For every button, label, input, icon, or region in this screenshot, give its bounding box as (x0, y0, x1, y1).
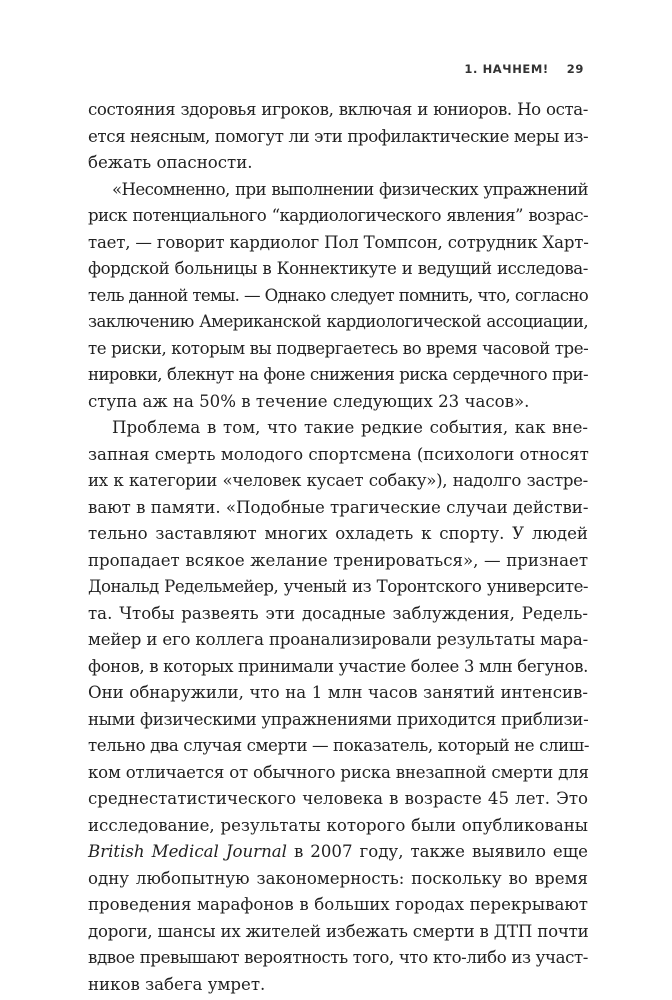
text-line: мейер и его коллега проанализировали результаты мара- (88, 630, 588, 649)
text-line: ком отличается от обычного риска внезапной смерти для (88, 762, 589, 782)
paragraph (88, 97, 588, 177)
text-line: фордской больницы в Коннектикуте и ведущий исследова- (88, 259, 588, 278)
text-line: Проблема в том, что такие редкие события, как вне- (112, 418, 588, 437)
text-line: Они обнаружили, что на 1 млн часов занятий интенсив- (88, 683, 588, 702)
text-line: тельно два случая смерти — показатель, который не слиш- (88, 736, 590, 755)
text-line: те риски, которым вы подвергаетесь во время часовой тре- (88, 338, 589, 358)
text-line: тает, — говорит кардиолог Пол Томпсон, сотрудник Харт- (88, 232, 589, 252)
text-line: заключению Американской кардиологической ассоциации, (88, 312, 588, 331)
paragraph (88, 177, 588, 416)
running-header (464, 62, 584, 76)
text-line: вают в памяти. «Подобные трагические случаи действи- (88, 497, 589, 517)
text-line: состояния здоровья игроков, включая и юниоров. Но оста- (88, 100, 588, 119)
text-line: бежать опасности. (88, 153, 253, 172)
text-line: «Несомненно, при выполнении физических упражнений (112, 179, 588, 199)
text-line: проведения марафонов в больших городах перекрывают (88, 895, 588, 914)
text-line: запная смерть молодого спортсмена (психологи относят (88, 444, 589, 464)
text-line: дороги, шансы их жителей избежать смерти в ДТП почти (88, 921, 589, 941)
text-line: вдвое превышают вероятность того, что кто-либо из участ- (88, 948, 588, 967)
text-line-journal (88, 839, 588, 866)
text-fragment: в 2007 году, также выявило еще (286, 842, 588, 861)
text-line: пропадает всякое желание тренироваться», — признает (88, 550, 588, 570)
text-line: ными физическими упражнениями приходится приблизи- (88, 709, 589, 729)
text-line: фонов, в которых принимали участие более 3 млн бегунов. (88, 656, 588, 676)
journal-title: British Medical Journal (88, 842, 287, 861)
text-line: ников забега умрет. (88, 974, 266, 994)
text-line: ется неясным, помогут ли эти профилактические меры из- (88, 126, 589, 146)
text-line: одну любопытную закономерность: поскольку во время (88, 868, 588, 888)
page-number: 29 (566, 62, 584, 76)
body-text (88, 97, 588, 998)
text-line: ступа аж на 50% в течение следующих 23 часов». (88, 391, 530, 411)
text-line: среднестатистического человека в возрасте 45 лет. Это (88, 789, 588, 808)
text-line: их к категории «человек кусает собаку»), надолго застре- (88, 471, 588, 490)
text-line: та. Чтобы развеять эти досадные заблуждения, Редель- (88, 603, 588, 623)
text-line: риск потенциального “кардиологического явления” возрас- (88, 206, 588, 225)
text-line: исследование, результаты которого были опубликованы (88, 815, 588, 835)
text-line: Дональд Редельмейер, ученый из Торонтского университе- (88, 577, 588, 596)
text-line: тельно заставляют многих охладеть к спорту. У людей (88, 524, 588, 543)
paragraph (88, 415, 588, 998)
chapter-title: 1. НАЧНЕМ! (464, 62, 549, 76)
text-line: тель данной темы. — Однако следует помнить, что, согласно (88, 285, 588, 305)
text-line: нировки, блекнут на фоне снижения риска сердечного при- (88, 365, 588, 384)
